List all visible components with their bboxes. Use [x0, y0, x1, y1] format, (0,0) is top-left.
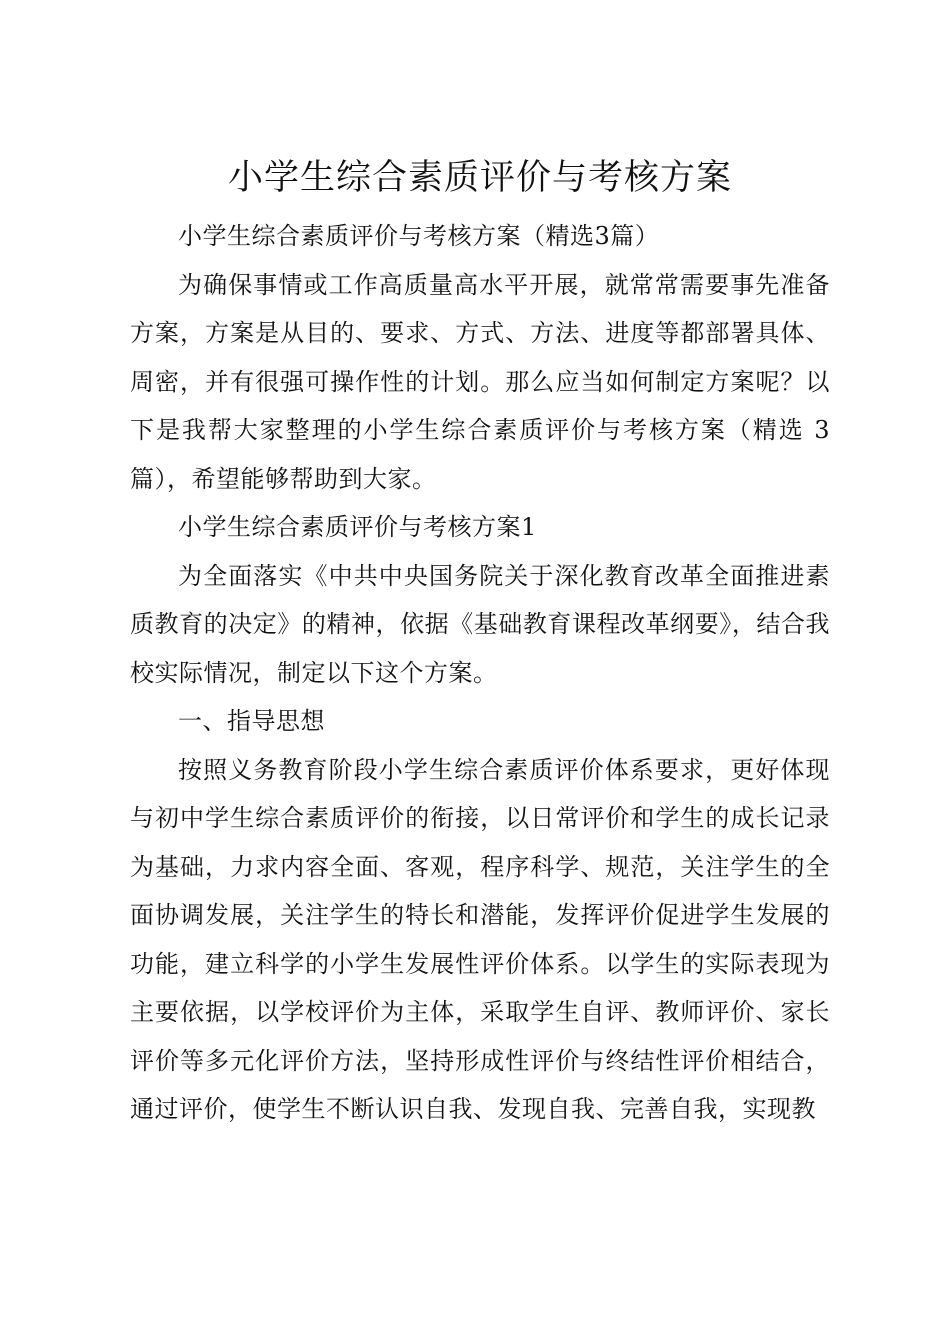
intro-paragraph: 为确保事情或工作高质量高水平开展，就常常需要事先准备方案，方案是从目的、要求、方式、方法、进度等都部署具体、周密，并有很强可操作性的计划。那么应当如何制定方案呢？以下是我帮大家整理的小学生综合素质评价与考核方案（精选 3篇），希望能够帮助到大家。 — [130, 270, 830, 493]
body-paragraph: 按照义务教育阶段小学生综合素质评价体系要求，更好体现与初中学生综合素质评价的衔接，以日常评价和学生的成长记录为基础，力求内容全面、客观，程序科学、规范，关注学生的全面协调发展，关注学生的特长和潜能，发挥评价促进学生发展的功能，建立科学的小学生发展性评价体系。以学生的实际表现为主要依据，以学校评价为主体，采取学生自评、教师评价、家长评价等多元化评价方法，坚持形成性评价与终结性评价相结合，通过评价，使学生不断认识自我、发现自我、完善自我，实现教 — [130, 755, 830, 1123]
document-title: 小学生综合素质评价与考核方案 — [227, 158, 732, 198]
section-heading-plan-1: 小学生综合素质评价与考核方案1 — [178, 513, 537, 541]
document-page — [130, 148, 830, 1134]
body-paragraph: 为全面落实《中共中央国务院关于深化教育改革全面推进素质教育的决定》的精神，依据《基础教育课程改革纲要》，结合我校实际情况，制定以下这个方案。 — [130, 561, 830, 687]
subtitle-paragraph: 小学生综合素质评价与考核方案（精选3篇） — [178, 222, 660, 250]
section-heading-guiding-thought: 一、指导思想 — [178, 707, 325, 735]
